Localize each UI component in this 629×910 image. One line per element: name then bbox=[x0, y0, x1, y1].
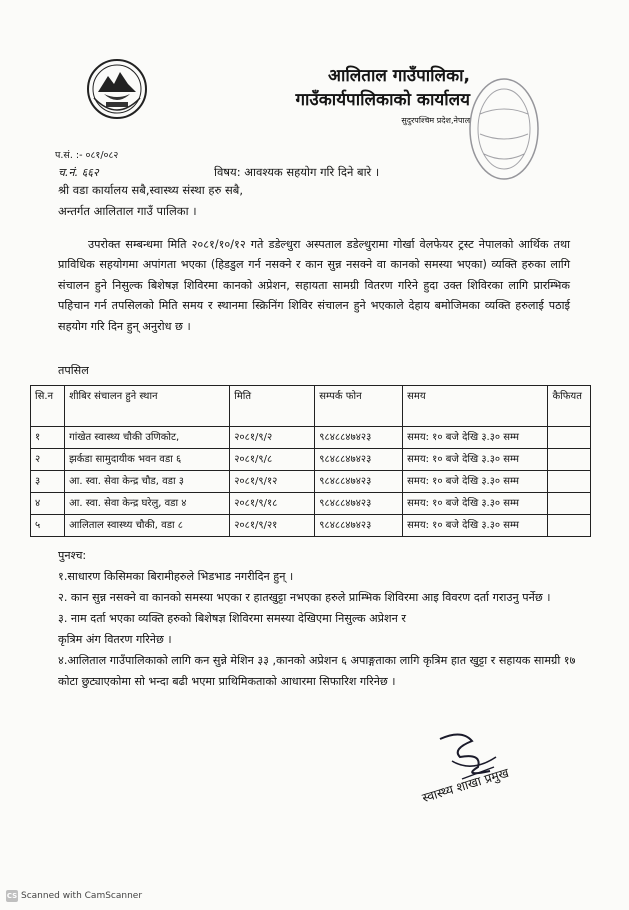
note-item: ३. नाम दर्ता भएका व्यक्ति हरुको बिशेषज्ञ शिविरमा समस्या देखिएमा निसुल्क अप्रेशन र bbox=[58, 612, 406, 625]
cell-remark bbox=[548, 515, 591, 537]
cell-place: आ. स्वा. सेवा केन्द्र चौड, वडा ३ bbox=[65, 471, 230, 493]
cell-sn: ३ bbox=[31, 471, 65, 493]
note-item: कृत्रिम अंग वितरण गरिनेछ । bbox=[58, 633, 172, 646]
dispatch-number: च.नं. ६६२ bbox=[58, 166, 99, 179]
postscript-notes bbox=[58, 545, 578, 692]
province-name: सुदुरपश्चिम प्रदेश,नेपाल bbox=[401, 116, 470, 125]
office-header bbox=[230, 64, 470, 128]
cell-time: समय: १० बजे देखि ३.३० सम्म bbox=[403, 471, 548, 493]
col-header-time: समय bbox=[403, 386, 548, 427]
letter-reference-number: प.सं. :- ०८१/०८२ bbox=[55, 150, 119, 161]
notes-heading: पुनश्च: bbox=[58, 549, 87, 562]
cell-place: झर्कडा सामुदायीक भवन वडा ६ bbox=[65, 449, 230, 471]
cell-sn: २ bbox=[31, 449, 65, 471]
scanner-text: Scanned with CamScanner bbox=[21, 891, 143, 901]
cell-place: आ. स्वा. सेवा केन्द्र घरेलु, वडा ४ bbox=[65, 493, 230, 515]
cell-sn: १ bbox=[31, 427, 65, 449]
nepal-emblem-logo bbox=[86, 58, 148, 120]
cell-date: २०८१/९/१२ bbox=[230, 471, 315, 493]
cell-phone: ९८४८८४७४२३ bbox=[315, 471, 403, 493]
recipient-line-1: श्री वडा कार्यालय सबै,स्वास्थ्य संस्था हरु सबै, bbox=[58, 183, 244, 197]
cell-phone: ९८४८८४७४२३ bbox=[315, 515, 403, 537]
note-item: ४.आलिताल गाउँपालिकाको लागि कन सुन्ने मेशिन ३३ ,कानको अप्रेशन ६ अपाङ्गताका लागि कृत्रिम हात खुट्टा र सहायक सामग्री १७ कोटा छुट्याएकोमा सो भन्दा बढी भएमा प्राथिमिकताको आधारमा सिफारिश गरिनेछ । bbox=[58, 654, 576, 688]
cell-sn: ४ bbox=[31, 493, 65, 515]
table-row bbox=[31, 471, 591, 493]
cell-time: समय: १० बजे देखि ३.३० सम्म bbox=[403, 427, 548, 449]
cell-remark bbox=[548, 493, 591, 515]
cell-time: समय: १० बजे देखि ३.३० सम्म bbox=[403, 515, 548, 537]
table-row bbox=[31, 427, 591, 449]
cell-remark bbox=[548, 427, 591, 449]
cell-phone: ९८४८८४७४२३ bbox=[315, 493, 403, 515]
cell-date: २०८१/९/२ bbox=[230, 427, 315, 449]
cell-date: २०८१/९/२१ bbox=[230, 515, 315, 537]
signatory-title: स्वास्थ्य शाखा प्रमुख bbox=[420, 764, 511, 806]
col-header-date: मिति bbox=[230, 386, 315, 427]
camscanner-icon: CS bbox=[6, 892, 18, 900]
office-stamp bbox=[466, 74, 542, 184]
table-row bbox=[31, 515, 591, 537]
cell-sn: ५ bbox=[31, 515, 65, 537]
cell-phone: ९८४८८४७४२३ bbox=[315, 427, 403, 449]
letter-body-paragraph: उपरोक्त सम्बन्धमा मिति २०८१/१०/१२ गते डडेल्धुरा अस्पताल डडेल्धुरामा गोर्खा वेलफेयर ट्रस्ट नेपालको आर्थिक तथा प्राविधिक सहयोगमा अपांगता भएका (हिडडुल गर्न नसक्ने र कान सुन्न नसक्ने वा कानको समस्या भएका) व्यक्ति हरुका लागि संचालन हुने निसुल्क बिशेषज्ञ शिविरमा कानको अप्रेशन, सहायता सामग्री वितरण गरिने हुदा उक्त शिविरका लागि प्रारम्भिक पहिचान गर्न तपसिलको मिति समय र स्थानमा स्क्रिनिंग शिविर संचालन हुने भएकाले देहाय बमोजिमका व्यक्ति हरुलाई पठाई सहयोग गरि दिन हुन् अनुरोध छ । bbox=[58, 238, 570, 333]
recipient-line-2: अन्तर्गत आलिताल गाउँ पालिका । bbox=[58, 204, 197, 218]
scanner-watermark bbox=[6, 890, 142, 902]
table-row bbox=[31, 493, 591, 515]
cell-time: समय: १० बजे देखि ३.३० सम्म bbox=[403, 449, 548, 471]
cell-remark bbox=[548, 471, 591, 493]
note-item: १.साधारण किसिमका बिरामीहरुले भिडभाड नगरीदिन हुन् । bbox=[58, 570, 294, 583]
cell-place: गांखेत स्वास्थ्य चौकी उणिकोट, bbox=[65, 427, 230, 449]
office-name: गाउँकार्यपालिकाको कार्यालय bbox=[295, 90, 470, 110]
col-header-sn: सि.न bbox=[31, 386, 65, 427]
col-header-place: शीबिर संचालन हुने स्थान bbox=[65, 386, 230, 427]
col-header-phone: सम्पर्क फोन bbox=[315, 386, 403, 427]
cell-remark bbox=[548, 449, 591, 471]
cell-date: २०८१/९/८ bbox=[230, 449, 315, 471]
municipality-name: आलिताल गाउँपालिका, bbox=[327, 66, 470, 86]
table-header-row bbox=[31, 386, 591, 427]
table-row bbox=[31, 449, 591, 471]
details-heading: तपसिल bbox=[58, 364, 89, 377]
cell-place: आलिताल स्वास्थ्य चौकी, वडा ८ bbox=[65, 515, 230, 537]
note-item: २. कान सुन्न नसक्ने वा कानको समस्या भएका र हातखुट्टा नभएका हरुले प्राम्भिक शिविरमा आइ विवरण दर्ता गराउनु पर्नेछ । bbox=[58, 591, 551, 604]
col-header-remark: कैफियत bbox=[548, 386, 591, 427]
cell-date: २०८१/९/१८ bbox=[230, 493, 315, 515]
camp-schedule-table bbox=[30, 385, 591, 537]
cell-time: समय: १० बजे देखि ३.३० सम्म bbox=[403, 493, 548, 515]
letter-subject: विषय: आवश्यक सहयोग गरि दिने बारे । bbox=[214, 165, 380, 179]
cell-phone: ९८४८८४७४२३ bbox=[315, 449, 403, 471]
